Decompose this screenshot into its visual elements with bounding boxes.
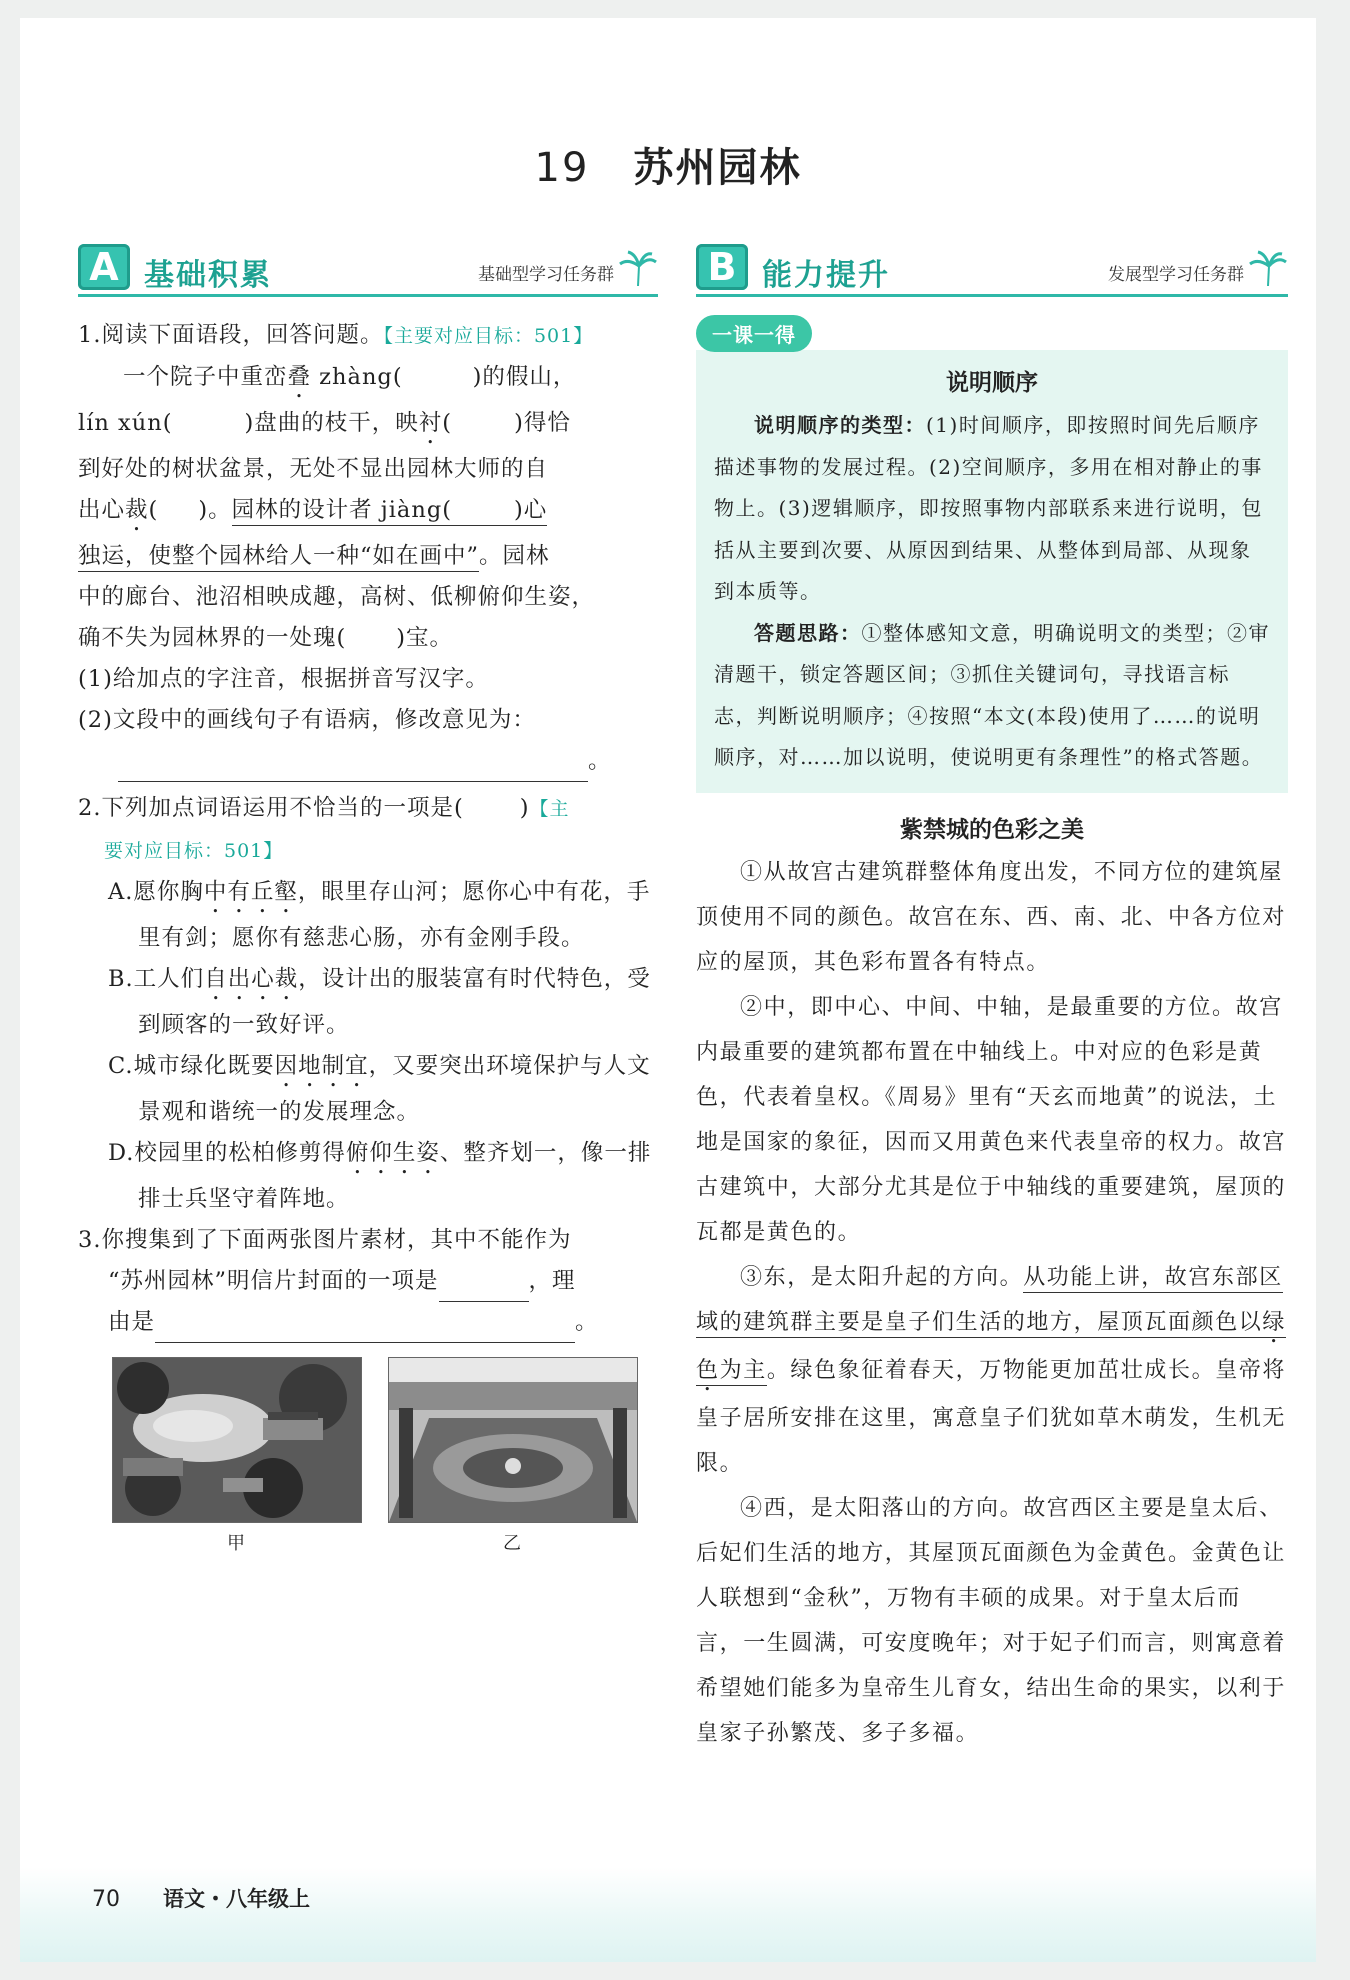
kyd-badge: 一课一得 — [696, 315, 812, 352]
text: )的假山， — [472, 364, 577, 390]
lesson-title — [20, 136, 1316, 193]
dotted-phrase: 俯仰生姿 — [345, 1140, 440, 1166]
text: 。绿色象征着春天，万物能更加茁壮成长。皇帝将皇子居所安排在这里，寓意皇子们犹如草木萌发，生机无限。 — [696, 1357, 1287, 1476]
formal-garden-image — [389, 1358, 637, 1522]
q1-sub1: (1)给加点的字注音，根据拼音写汉字。 — [78, 666, 489, 692]
dotted-phrase: 因地制宜 — [274, 1053, 369, 1079]
text: “苏州园林”明信片封面的一项是 — [108, 1268, 439, 1294]
text: 从功能上讲，故宫东部区域的建筑群主要是皇子们生活的地方，屋顶瓦面颜色以 — [696, 1264, 1283, 1335]
section-b-subtitle: 发展型学习任务群 — [1108, 265, 1244, 285]
q2-target-line — [78, 830, 658, 872]
q2-stem — [78, 788, 658, 830]
q3-line2 — [78, 1261, 658, 1302]
q2-option-a[interactable] — [78, 872, 658, 959]
q1-passage-line — [78, 536, 658, 577]
kyd-method — [714, 613, 1270, 779]
q1-stem-text: 1.阅读下面语段，回答问题。 — [78, 322, 384, 348]
answer-blank[interactable] — [155, 1312, 575, 1343]
section-a-subtitle: 基础型学习任务群 — [478, 265, 614, 285]
kyd-section — [696, 315, 1288, 793]
underlined-sentence — [232, 497, 548, 526]
text: 园林的设计者 jiàng( — [231, 497, 453, 523]
photo-jia-label: 甲 — [227, 1533, 245, 1554]
q2-target: 【主 — [529, 798, 570, 820]
section-b-title: 能力提升 — [762, 258, 890, 293]
dotted-char: 裁 — [125, 497, 149, 523]
section-a-badge: A — [78, 244, 130, 290]
page-footer — [92, 1883, 310, 1913]
text: 、整齐划一，像一排排士兵坚守着阵地。 — [138, 1140, 652, 1212]
q2-option-c[interactable] — [78, 1046, 658, 1133]
q1-target: 【主要对应目标：501】 — [383, 325, 594, 347]
dotted-phrase: 中有丘壑 — [203, 879, 298, 905]
text: ) — [519, 795, 530, 821]
answer-blank[interactable] — [118, 751, 588, 782]
q1-stem — [78, 315, 658, 357]
text: 。 — [575, 1309, 599, 1335]
text: D.校园里的松柏修剪得 — [108, 1140, 346, 1166]
kyd-method-text: ①整体感知文意，明确说明文的类型；②审清题干，锁定答题区间；③抓住关键词句，寻找语言标志，判断说明顺序；④按照“本文(本段)使用了……的说明顺序，对……加以说明，使说明更有条理性”的格式答题。 — [714, 620, 1270, 769]
page-number: 70 — [92, 1887, 120, 1912]
section-a — [78, 240, 658, 1557]
article-paragraph-2: ②中，即中心、中间、中轴，是最重要的方位。故宫内最重要的建筑都布置在中轴线上。中对应的色彩是黄色，代表着皇权。《周易》里有“天玄而地黄”的说法，土地是国家的象征，因而又用黄色来代表皇帝的权力。故宫古建筑中，大部分尤其是位于中轴线的重要建筑，屋顶的瓦都是黄色的。 — [696, 994, 1287, 1245]
section-b-badge: B — [696, 244, 748, 290]
text: )。 — [198, 497, 232, 523]
article-title: 紫禁城的色彩之美 — [900, 816, 1084, 843]
q3-photos — [78, 1357, 658, 1557]
kyd-types-text: (1)时间顺序，即按照时间先后顺序描述事物的发展过程。(2)空间顺序，多用在相对静止的事物上。(3)逻辑顺序，即按照事物内部联系来进行说明，包括从主要到次要、从原因到结果、从整体到局部、从现象到本质等。 — [714, 413, 1263, 603]
section-b-header — [696, 240, 1288, 297]
text: )心 — [514, 497, 548, 523]
palm-icon — [1248, 248, 1288, 288]
q2-option-b[interactable] — [78, 959, 658, 1046]
photo-jia[interactable] — [112, 1357, 362, 1523]
section-a-title: 基础积累 — [144, 258, 272, 293]
q2-target-cont: 要对应目标：501】 — [104, 840, 284, 862]
text: ( — [442, 410, 453, 436]
underlined-sentence: 独运，使整个园林给人一种“如在画中” — [78, 543, 479, 572]
section-a-header — [78, 240, 658, 297]
kyd-method-label: 答题思路： — [754, 620, 862, 645]
q1-passage-line — [78, 403, 658, 449]
text: 由是 — [108, 1309, 156, 1335]
article-paragraph-4: ④西，是太阳落山的方向。故宫西区主要是皇太后、后妃们生活的地方，其屋顶瓦面颜色为金黄色。金黄色让人联想到“金秋”，万物有丰硕的成果。对于皇太后而言，一生圆满，可安度晚年；对于妃子们而言，则寓意着希望她们能多为皇帝生儿育女，结出生命的果实，以利于皇家子孙繁茂、多子多福。 — [696, 1495, 1287, 1746]
text: 确不失为园林界的一处瑰( — [78, 625, 347, 651]
text: 。园林 — [479, 543, 550, 569]
q3-line3 — [78, 1302, 658, 1343]
text: )宝。 — [396, 625, 454, 651]
text: ③东，是太阳升起的方向。 — [740, 1264, 1024, 1290]
text: lín xún( — [78, 410, 173, 436]
article-paragraph-3 — [696, 1255, 1288, 1486]
text: ( — [148, 497, 159, 523]
article-paragraph-1: ①从故宫古建筑群整体角度出发，不同方位的建筑屋顶使用不同的颜色。故宫在东、西、南、北、中各方位对应的屋顶，其色彩布置各有特点。 — [696, 859, 1287, 975]
text: )得恰 — [514, 410, 571, 436]
text: ，理 — [528, 1268, 576, 1294]
q1-passage-line: 到好处的树状盆景，无处不显出园林大师的自 — [78, 456, 549, 482]
q1-passage-line — [78, 618, 658, 659]
dotted-phrase: 自出心裁 — [204, 966, 299, 992]
palm-icon — [618, 248, 658, 288]
q1-answer-line — [78, 741, 658, 782]
text: C.城市绿化既要 — [108, 1053, 275, 1079]
book-name: 语文・八年级上 — [163, 1887, 310, 1911]
text: ，设计出的服装富有时代特色，受到顾客的一致好评。 — [138, 966, 651, 1038]
kyd-box — [696, 350, 1288, 793]
dotted-phrase: 绿色 — [696, 1309, 1287, 1383]
text: 出心 — [78, 497, 126, 523]
garden-aerial-image — [113, 1358, 361, 1522]
page — [20, 18, 1316, 1962]
q2-option-d[interactable] — [78, 1133, 658, 1220]
q1-passage-line — [78, 357, 658, 403]
text: A.愿你胸 — [108, 879, 204, 905]
text: B.工人们 — [108, 966, 205, 992]
text: ，眼里存山河；愿你心中有花，手里有剑；愿你有慈悲心肠，亦有金刚手段。 — [138, 879, 651, 951]
photo-yi[interactable] — [388, 1357, 638, 1523]
kyd-title: 说明顺序 — [946, 370, 1038, 396]
lesson-name: 苏州园林 — [633, 145, 802, 191]
text: )盘曲的枝干，映 — [244, 410, 419, 436]
text: zhàng( — [311, 364, 403, 390]
q1-passage-line: 中的廊台、池沼相映成趣，高树、低柳俯仰生姿， — [78, 584, 596, 610]
text: 一个院子中重峦 — [123, 364, 288, 390]
kyd-types-label: 说明顺序的类型： — [754, 413, 926, 437]
photo-yi-label: 乙 — [503, 1533, 521, 1554]
bottom-band — [20, 1867, 1316, 1962]
dotted-char: 衬 — [418, 410, 443, 436]
text: ，又要突出环境保护与人文景观和谐统一的发展理念。 — [138, 1053, 651, 1125]
text: 为主 — [719, 1357, 767, 1383]
text: 。 — [588, 748, 612, 774]
section-b — [696, 240, 1288, 1756]
q3-stem: 3.你搜集到了下面两张图片素材，其中不能作为 — [78, 1227, 572, 1253]
answer-blank[interactable] — [439, 1271, 529, 1302]
kyd-types — [714, 405, 1270, 613]
q1-sub2: (2)文段中的画线句子有语病，修改意见为： — [78, 707, 536, 733]
lesson-number: 19 — [534, 145, 590, 191]
q1-passage-line — [78, 490, 658, 536]
text: 2.下列加点词语运用不恰当的一项是( — [78, 795, 464, 821]
dotted-char: 叠 — [287, 364, 312, 390]
